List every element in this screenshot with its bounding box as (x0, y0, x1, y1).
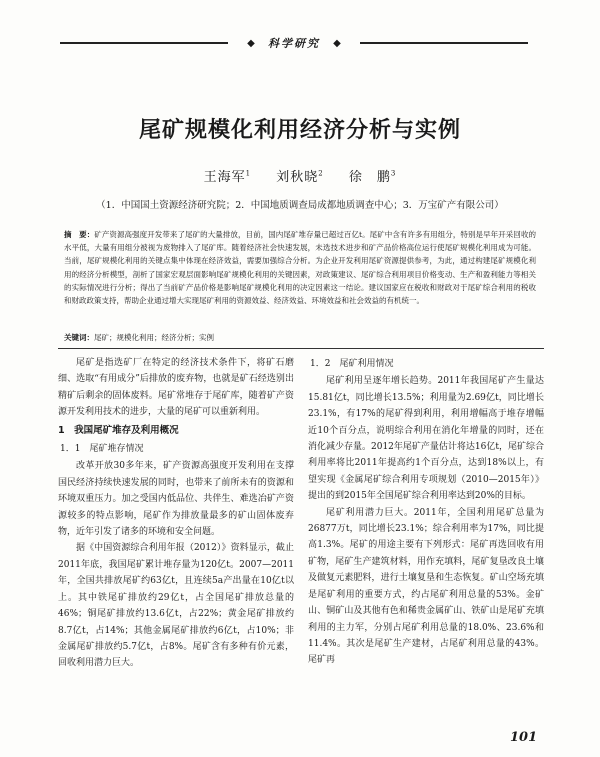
page-number: 101 (510, 730, 538, 745)
diamond-icon: ◆ (333, 37, 341, 49)
intro-paragraph: 尾矿是指选矿厂在特定的经济技术条件下，将矿石磨细、选取“有用成分”后排放的废弃物，也就是矿石经选别出精矿后剩余的固体废料。尾矿常堆存于尾矿库，随着矿产资源开发利用技术的进步，大量的尾矿可以重新利用。 (58, 358, 294, 418)
left-column (58, 355, 294, 672)
author: 刘秋晓$^2$ (276, 169, 324, 185)
section-header (60, 28, 528, 58)
body-paragraph: 尾矿利用潜力巨大。2011年，全国利用尾矿总量为26877万t，同比增长23.1%；综合利用率为17%，同比提高1.3%。尾矿的用途主要有下列形式：尾矿再选回收有用矿物，尾矿生产建筑材料，用作充填料，尾矿复垦改良土壤及做复元素肥料，进行土壤复垦和生态恢复。矿山空场充填是尾矿利用的重要方式，约占尾矿利用总量的53%。金矿山、铜矿山及其他有色和稀贵金属矿山、铁矿山是尾矿充填利用的主力军，分别占尾矿利用总量的18.0%、23.6%和11.4%。其次是尾矿生产建材，占尾矿利用总量的43%。尾矿再 (308, 507, 544, 666)
author: 徐 鹏$^3$ (348, 169, 397, 185)
subsection-heading: 1．2 尾矿利用情况 (310, 359, 394, 369)
section-title: 科学研究 (268, 37, 320, 50)
affiliations: （1．中国国土资源经济研究院；2．中国地质调查局成都地质调查中心；3．万宝矿产有限公司） (96, 200, 504, 211)
diamond-icon: ◆ (247, 37, 255, 49)
divider (58, 348, 544, 349)
abstract-label: 摘 要： (64, 230, 95, 239)
author: 王海军$^1$ (203, 169, 252, 185)
header-rule-right (360, 42, 528, 44)
section-heading: 1 我国尾矿堆存及利用概况 (58, 424, 179, 436)
keywords (64, 332, 536, 344)
abstract (64, 228, 536, 307)
article-title: 尾矿规模化利用经济分析与实例 (138, 118, 461, 143)
header-rule-left (60, 42, 228, 44)
body-paragraph: 据《中国资源综合利用年报（2012）》资料显示，截止2011年底，我国尾矿累计堆存量为120亿t。2007—2011年，全国共排放尾矿约63亿t，且连续5a产出量在10亿t以上。其中铁尾矿排放约29亿t，占全国尾矿排放总量的46%；铜尾矿排放约13.6亿t，占22%；黄金尾矿排放约8.7亿t，占14%；其他金属尾矿排放约6亿t，占10%；非金属尾矿排放约5.7亿t，占8%。尾矿含有多种有价元素，回收利用潜力巨大。 (58, 543, 294, 669)
subsection-heading: 1．1 尾矿堆存情况 (60, 444, 144, 455)
author-list (0, 166, 600, 185)
body-paragraph: 尾矿利用呈逐年增长趋势。2011年我国尾矿产生量达15.81亿t，同比增长13.5%；利用量为2.69亿t，同比增长23.1%，有17%的尾矿得到利用，利用增幅高于堆存增幅近10个百分点，说明综合利用在消化年增量的同时，还在消化减少存量。2012年尾矿产量估计将达16亿t，尾矿综合利用率将比2011年提高约1个百分点，达到18%以上，有望实现《金属尾矿综合利用专项规划（2010—2015年）》提出的到2015年全国尾矿综合利用率达到20%的目标。 (308, 376, 544, 502)
keywords-label: 关键词： (64, 333, 94, 342)
right-column (308, 355, 544, 669)
abstract-text: 矿产资源高强度开发带来了尾矿的大量排放，目前，国内尾矿堆存量已超过百亿t。尾矿中含有许多有用组分，特别是早年开采回收的水平低，大量有用组分被视为废物排入了尾矿库。随着经济社会快速发展，未选技术进步和矿产品价格高位运行使尾矿规模化利用成为可能。当前，尾矿规模化利用的关键点集中体现在经济效益，需要加强综合分析。为企业开发利用尾矿资源提供参考，为此，通过构建尾矿规模化利用的经济分析模型，剖析了国家宏观层面影响尾矿规模化利用的关键因素，对政策建议、尾矿综合利用项目价格变动、生产和盈利能力等相关的实际情况进行分析；得出了当前矿产品价格是影响尾矿规模化利用的决定因素这一结论。建议国家应在税收和财政对于尾矿综合利用的税收和财政政策支持，帮助企业通过增大实现尾矿利用的资源效益、经济效益、环境效益和社会效益的有机统一。 (64, 230, 537, 306)
body-paragraph: 改革开放30多年来，矿产资源高强度开发利用在支撑国民经济持续快速发展的同时，也带来了前所未有的资源和环境双重压力。加之受国内低品位、共伴生、难选冶矿产资源较多的特点影响，尾矿作为排放量最多的矿山固体废弃物，近年引发了诸多的环境和安全问题。 (58, 461, 294, 538)
keywords-text: 尾矿；规模化利用；经济分析；实例 (94, 333, 214, 342)
